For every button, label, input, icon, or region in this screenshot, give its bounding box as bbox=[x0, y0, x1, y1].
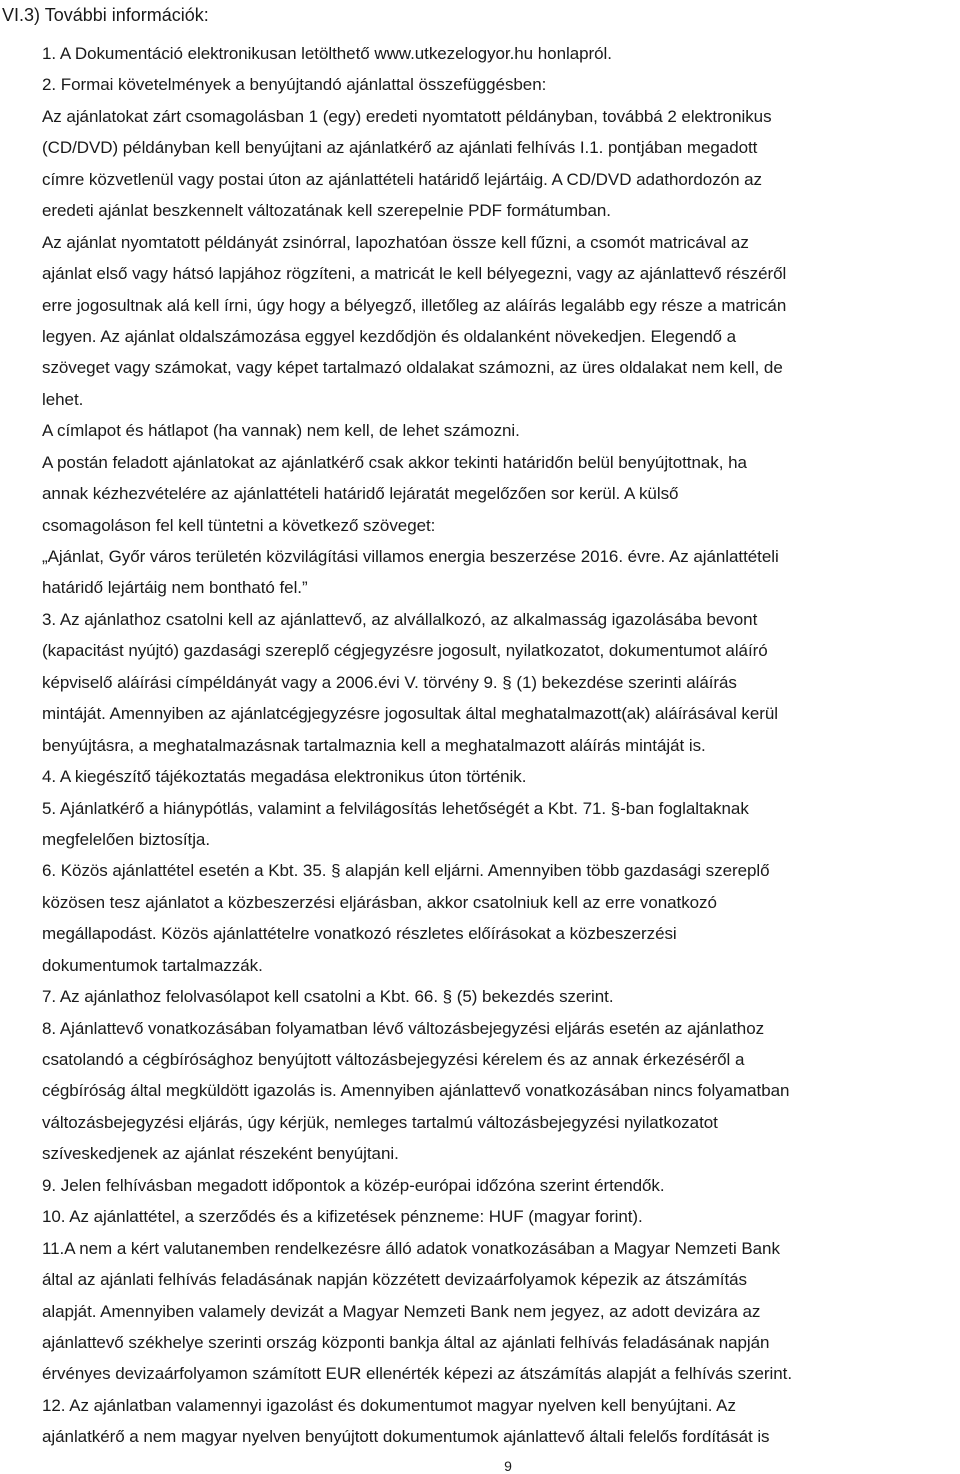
text-line: 4. A kiegészítő tájékoztatás megadása elektronikus úton történik. bbox=[42, 767, 527, 787]
text-line: csomagoláson fel kell tüntetni a következő szöveget: bbox=[42, 515, 436, 535]
text-line: 6. Közös ajánlattétel esetén a Kbt. 35. § alapján kell eljárni. Amennyiben több gazdasági szereplő bbox=[42, 861, 770, 881]
text-line: legyen. Az ajánlat oldalszámozása eggyel kezdődjön és oldalanként növekedjen. Elegendő a bbox=[42, 326, 737, 346]
text-line: közösen tesz ajánlatot a közbeszerzési eljárásban, akkor csatolniuk kell az erre vonatkozó bbox=[42, 892, 717, 912]
text-line: „Ajánlat, Győr város területén közvilágítási villamos energia beszerzése 2016. évre. Az ajánlattételi bbox=[42, 547, 779, 566]
text-line: szöveget vagy számokat, vagy képet tartalmazó oldalakat számozni, az üres oldalakat nem kell, de bbox=[42, 358, 783, 378]
text-line: 7. Az ajánlathoz felolvasólapot kell csatolni a Kbt. 66. § (5) bekezdés szerint. bbox=[42, 987, 614, 1007]
text-line: 11.A nem a kért valutanemben rendelkezésre álló adatok vonatkozásában a Magyar Nemzeti Bank bbox=[42, 1238, 780, 1258]
text-line: 2. Formai követelmények a benyújtandó ajánlattal összefüggésben: bbox=[42, 75, 547, 95]
text-line: által az ajánlati felhívás feladásának napján közzétett devizaárfolyamok képezik az átszámítás bbox=[42, 1270, 747, 1290]
text-line: 12. Az ajánlatban valamennyi igazolást és dokumentumot magyar nyelven kell benyújtani. Az bbox=[42, 1395, 736, 1415]
text-line: 10. Az ajánlattétel, a szerződés és a kifizetések pénzneme: HUF (magyar forint). bbox=[42, 1207, 643, 1227]
text-line: érvényes devizaárfolyamon számított EUR ellenérték képezi az átszámítás alapját a felhívás szerint. bbox=[42, 1364, 793, 1384]
text-line: megállapodást. Közös ajánlattételre vonatkozó részletes előírásokat a közbeszerzési bbox=[42, 924, 677, 944]
text-line: Az ajánlat nyomtatott példányát zsinórral, lapozhatóan össze kell fűzni, a csomót matricával az bbox=[42, 232, 749, 252]
text-line: 3. Az ajánlathoz csatolni kell az ajánlattevő, az alvállalkozó, az alkalmasság igazolásába bevont bbox=[42, 609, 758, 629]
text-line: cégbíróság által megküldött igazolás is. Amennyiben ajánlattevő vonatkozásában nincs folyamatban bbox=[42, 1081, 790, 1101]
text-line: dokumentumok tartalmazzák. bbox=[42, 955, 263, 975]
text-line: változásbejegyzési eljárás, úgy kérjük, nemleges tartalmú változásbejegyzési nyilatkozatot bbox=[42, 1112, 718, 1132]
text-line: szíveskedjenek az ajánlat részeként benyújtani. bbox=[42, 1144, 399, 1164]
text-line: ajánlatkérő a nem magyar nyelven benyújtott dokumentumok ajánlattevő általi felelős fordítását is bbox=[42, 1427, 770, 1447]
text-line: (CD/DVD) példányban kell benyújtani az ajánlatkérő az ajánlati felhívás I.1. pontjában megadott bbox=[42, 138, 758, 158]
text-line: A postán feladott ajánlatokat az ajánlatkérő csak akkor tekinti határidőn belül benyújtottnak, ha bbox=[42, 452, 747, 472]
document-body bbox=[42, 38, 958, 1453]
text-line: címre közvetlenül vagy postai úton az ajánlattételi határidő lejártáig. A CD/DVD adathordozón az bbox=[42, 169, 763, 189]
page-number: 9 bbox=[504, 1458, 512, 1474]
text-line: határidő lejártáig nem bontható fel.” bbox=[42, 578, 308, 598]
text-line: ajánlattevő székhelye szerinti ország központi bankja által az ajánlati felhívás feladásának napján bbox=[42, 1332, 770, 1352]
text-line: mintáját. Amennyiben az ajánlatcégjegyzésre jogosultak által meghatalmazott(ak) aláírásával kerül bbox=[42, 704, 778, 724]
text-line: 9. Jelen felhívásban megadott időpontok a közép-európai időzóna szerint értendők. bbox=[42, 1175, 665, 1195]
text-line: alapját. Amennyiben valamely devizát a Magyar Nemzeti Bank nem jegyez, az adott devizára az bbox=[42, 1301, 761, 1321]
text-line: csatolandó a cégbírósághoz benyújtott változásbejegyzési kérelem és az annak érkezéséről a bbox=[42, 1050, 745, 1069]
text-line: megfelelően biztosítja. bbox=[42, 829, 211, 849]
text-line: eredeti ajánlat beszkennelt változatának kell szerepelnie PDF formátumban. bbox=[42, 201, 611, 221]
text-line: ajánlat első vagy hátsó lapjához rögzíteni, a matricát le kell bélyegezni, vagy az ajánlattevő részéről bbox=[42, 264, 787, 284]
text-line: lehet. bbox=[42, 389, 84, 409]
text-line: 1. A Dokumentáció elektronikusan letölthető www.utkezelogyor.hu honlapról. bbox=[42, 44, 612, 63]
section-heading: VI.3) További információk: bbox=[2, 5, 209, 25]
text-line: Az ajánlatokat zárt csomagolásban 1 (egy) eredeti nyomtatott példányban, továbbá 2 elektronikus bbox=[42, 106, 772, 126]
text-line: annak kézhezvételére az ajánlattételi határidő lejáratát megelőzően sor kerül. A külső bbox=[42, 484, 679, 504]
text-line: erre jogosultnak alá kell írni, úgy hogy a bélyegző, illetőleg az aláírás legalább egy része a matricán bbox=[42, 295, 787, 315]
text-line: A címlapot és hátlapot (ha vannak) nem kell, de lehet számozni. bbox=[42, 421, 520, 441]
text-line: 8. Ajánlattevő vonatkozásában folyamatban lévő változásbejegyzési eljárás esetén az ajánlathoz bbox=[42, 1018, 765, 1038]
text-line: 5. Ajánlatkérő a hiánypótlás, valamint a felvilágosítás lehetőségét a Kbt. 71. §-ban foglaltaknak bbox=[42, 798, 749, 818]
text-line: (kapacitást nyújtó) gazdasági szereplő cégjegyzésre jogosult, nyilatkozatot, dokumentumot aláíró bbox=[42, 641, 768, 661]
text-line: benyújtásra, a meghatalmazásnak tartalmaznia kell a meghatalmazott aláírás mintáját is. bbox=[42, 735, 706, 755]
text-line: képviselő aláírási címpéldányát vagy a 2006.évi V. törvény 9. § (1) bekezdése szerinti aláírás bbox=[42, 672, 737, 692]
